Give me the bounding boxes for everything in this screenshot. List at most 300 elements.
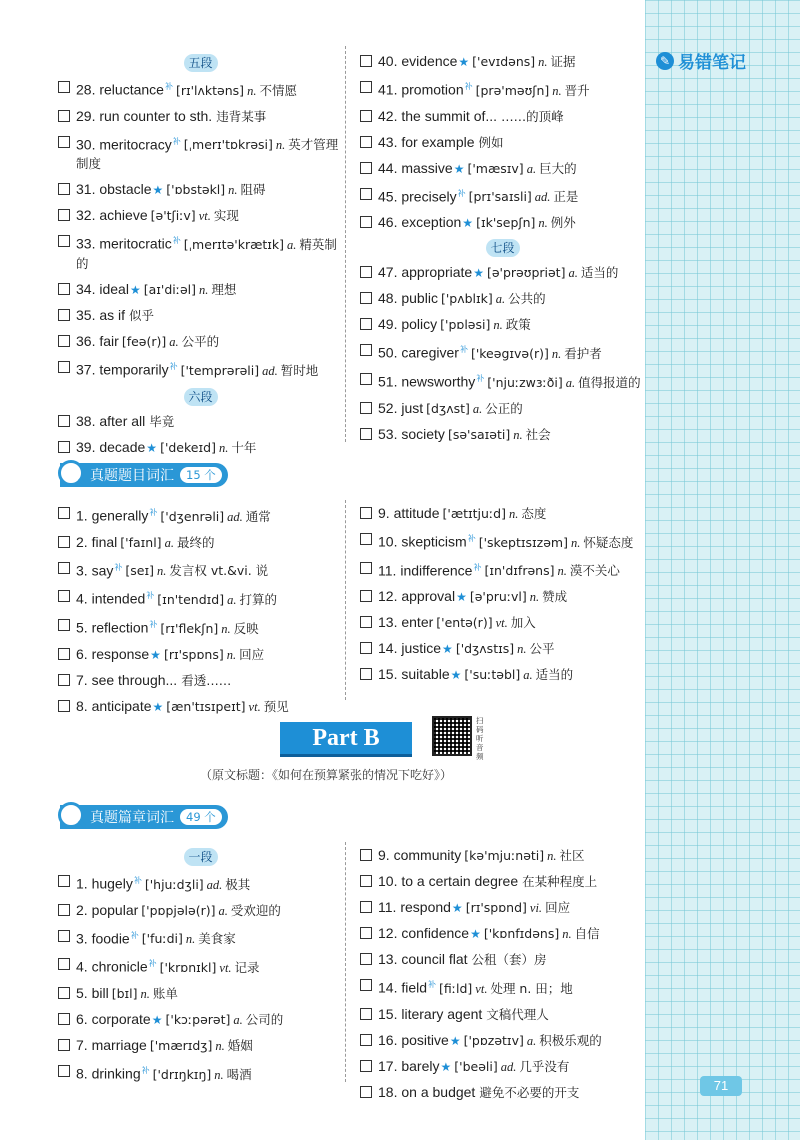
chinese-meaning: 理想 [211, 281, 237, 297]
brand-name: 易错笔记 [678, 53, 746, 73]
headword: promotion [401, 81, 464, 98]
item-number: 4. [76, 958, 88, 975]
top-left-column [58, 52, 343, 464]
vocab-item [58, 332, 343, 351]
vocab-item [58, 645, 343, 664]
checkbox-icon[interactable] [58, 136, 70, 148]
vocab-item [58, 1010, 343, 1029]
vocab-item [360, 665, 645, 684]
vocab-item [58, 697, 343, 716]
item-number: 52. [378, 399, 398, 416]
item-number: 5. [76, 984, 88, 1001]
checkbox-icon[interactable] [360, 875, 372, 887]
part-of-speech: n. [247, 83, 257, 98]
checkbox-icon[interactable] [360, 1034, 372, 1046]
checkbox-icon[interactable] [58, 415, 70, 427]
part-of-speech: ad. [534, 190, 551, 205]
item-number: 28. [76, 81, 96, 98]
part-b-banner: Part B [280, 722, 412, 754]
phonetic: ['kɔːpərət] [165, 1011, 231, 1027]
item-number: 3. [76, 562, 88, 579]
key-word-star-icon: ★ [129, 282, 141, 297]
vocab-item [360, 263, 645, 282]
headword: confidence [401, 925, 470, 941]
vocab-item [58, 984, 343, 1003]
checkbox-icon[interactable] [360, 266, 372, 278]
key-word-star-icon: ★ [450, 668, 462, 683]
checkbox-icon[interactable] [360, 533, 372, 545]
chinese-meaning: 在某种程度上 [522, 874, 598, 889]
item-number: 7. [76, 671, 88, 688]
vocab-entry [378, 78, 590, 100]
vocab-item [360, 1057, 645, 1076]
chinese-meaning: 晋升 [564, 82, 590, 98]
vocab-item [58, 280, 343, 299]
part-of-speech: n. [185, 932, 196, 947]
vocab-entry [76, 984, 178, 1003]
item-number: 11. [378, 562, 397, 579]
item-number: 11. [378, 899, 397, 915]
vocab-item [360, 370, 645, 392]
headword: response [91, 645, 150, 662]
part-of-speech: n. [156, 564, 167, 579]
checkbox-icon[interactable] [360, 188, 372, 200]
vocab-entry [378, 613, 536, 632]
phonetic: [sə'saɪəti] [447, 426, 511, 442]
chinese-meaning: 自信 [574, 926, 600, 941]
item-number: 33. [76, 235, 96, 252]
chinese-meaning: 态度 [521, 506, 547, 521]
headword: enter [401, 614, 434, 631]
item-number: 42. [378, 107, 398, 124]
chinese-meaning: 公正的 [485, 400, 523, 416]
checkbox-icon[interactable] [58, 309, 70, 321]
word-count-badge: 49 个 [180, 809, 222, 825]
headword: policy [401, 316, 438, 333]
phonetic: ['mærɪdʒ] [149, 1037, 213, 1053]
vocab-entry [378, 898, 570, 917]
checkbox-icon[interactable] [58, 987, 70, 999]
vocab-entry [378, 1031, 602, 1050]
item-number: 10. [378, 533, 398, 550]
checkbox-icon[interactable] [360, 136, 372, 148]
vocab-item [58, 78, 343, 100]
checkbox-icon[interactable] [58, 507, 70, 519]
vocab-entry [76, 645, 264, 664]
key-word-star-icon: ★ [451, 901, 463, 915]
checkbox-icon[interactable] [360, 953, 372, 965]
part-of-speech: n. [508, 507, 519, 521]
headword: hugely [91, 875, 133, 892]
phonetic: [rɪ'spɒnd] [465, 900, 527, 915]
checkbox-icon[interactable] [58, 700, 70, 712]
checkbox-icon[interactable] [360, 55, 372, 67]
vocab-item [58, 107, 343, 126]
phonetic: [prə'məʊʃn] [475, 82, 550, 98]
supplement-mark: 补 [133, 876, 142, 885]
item-number: 49. [378, 316, 398, 333]
chinese-meaning: 社会 [525, 426, 551, 442]
chinese-meaning: 几乎没有 [519, 1058, 570, 1074]
part-of-speech: n. [538, 55, 548, 69]
vocab-entry [378, 846, 585, 865]
chinese-meaning: 英才管理制度 [76, 137, 339, 172]
supplement-mark: 补 [464, 82, 473, 91]
part-of-speech: n. [551, 346, 562, 361]
checkbox-icon[interactable] [360, 373, 372, 385]
chinese-meaning: 婚姻 [227, 1037, 253, 1053]
part-of-speech: vi. [529, 901, 543, 915]
headword: community [393, 847, 462, 863]
vocab-item [58, 1036, 343, 1055]
phonetic: [ə'pruːvl] [469, 589, 527, 605]
phonetic: ['dekeɪd] [160, 439, 216, 455]
phonetic: ['dʒʌstɪs] [455, 641, 515, 657]
vocab-entry [378, 924, 600, 943]
key-word-star-icon: ★ [151, 1012, 163, 1027]
part-of-speech: vt. [475, 981, 488, 996]
chinese-meaning: 看透…… [181, 672, 232, 688]
part-of-speech: a. [227, 592, 237, 607]
checkbox-icon[interactable] [58, 81, 70, 93]
checkbox-icon[interactable] [58, 619, 70, 631]
vocab-item [360, 78, 645, 100]
checkbox-icon[interactable] [360, 1008, 372, 1020]
checkbox-icon[interactable] [58, 904, 70, 916]
checkbox-icon[interactable] [360, 849, 372, 861]
phonetic: ['njuːzwɜːði] [487, 374, 563, 390]
checkbox-icon[interactable] [360, 927, 372, 939]
checkbox-icon[interactable] [58, 648, 70, 660]
vocab-item [360, 425, 645, 444]
checkbox-icon[interactable] [58, 235, 70, 247]
vocab-entry [76, 332, 219, 351]
phonetic: ['suːtəbl] [464, 667, 521, 683]
vocab-item [360, 504, 645, 523]
checkbox-icon[interactable] [58, 1013, 70, 1025]
key-word-star-icon: ★ [462, 216, 474, 231]
grid-margin [645, 0, 800, 1140]
phonetic: ['entə(r)] [436, 615, 493, 631]
vocab-entry [378, 341, 602, 363]
checkbox-icon[interactable] [58, 361, 70, 373]
item-number: 37. [76, 361, 96, 378]
phonetic: ['fuːdi] [141, 931, 183, 947]
word-count-badge: 15 个 [180, 467, 222, 483]
part-of-speech: n. [226, 647, 237, 662]
item-number: 47. [378, 264, 398, 281]
headword: as if [99, 306, 126, 323]
column-divider [345, 46, 346, 442]
phonetic: [aɪ'diːəl] [143, 281, 196, 297]
checkbox-icon[interactable] [360, 216, 372, 228]
part-of-speech: n. [275, 138, 286, 153]
phonetic: ['pɒləsi] [440, 317, 491, 333]
phonetic: ['pɒpjələ(r)] [141, 902, 216, 918]
part-of-speech: a. [287, 237, 297, 252]
qr-code[interactable] [432, 716, 472, 756]
headword: corporate [91, 1010, 151, 1027]
item-number: 12. [378, 925, 398, 941]
item-number: 14. [378, 640, 398, 657]
chinese-meaning: 预见 [263, 698, 289, 714]
qr-label: 扫码听音频 [476, 716, 484, 761]
checkbox-icon[interactable] [58, 1039, 70, 1051]
brand-logo [656, 48, 746, 73]
checkbox-icon[interactable] [58, 1065, 70, 1077]
chinese-meaning: 看护者 [564, 345, 602, 361]
checkbox-icon[interactable] [58, 183, 70, 195]
phonetic: ['kɒnfɪdəns] [483, 926, 560, 941]
vocab-entry [76, 616, 259, 638]
part-of-speech: n. [562, 927, 572, 941]
checkbox-icon[interactable] [58, 590, 70, 602]
supplement-mark: 补 [172, 136, 181, 146]
vocab-entry [378, 872, 597, 891]
item-number: 1. [76, 507, 88, 524]
checkbox-icon[interactable] [360, 616, 372, 628]
checkbox-icon[interactable] [360, 507, 372, 519]
headword: reluctance [99, 81, 164, 98]
key-word-star-icon: ★ [449, 1033, 461, 1048]
phonetic: ['skeptɪsɪzəm] [478, 534, 568, 550]
headword: attitude [393, 505, 440, 521]
headword: massive [401, 159, 453, 176]
checkbox-icon[interactable] [58, 441, 70, 453]
chinese-meaning: 政策 [505, 317, 531, 333]
vocab-item [360, 159, 645, 178]
phonetic: ['keəgɪvə(r)] [470, 345, 549, 361]
part-of-speech: a. [526, 161, 537, 176]
part-of-speech: n. [538, 216, 548, 231]
vocab-item [58, 504, 343, 526]
vocab-entry [378, 587, 567, 606]
mid-right-column [360, 504, 645, 691]
supplement-mark: 补 [149, 508, 158, 517]
headword: public [401, 290, 438, 307]
vocab-item [360, 52, 645, 71]
vocab-entry [378, 263, 618, 282]
key-word-star-icon: ★ [470, 927, 481, 941]
chinese-meaning: 违背某事 [216, 108, 267, 124]
headword: appropriate [401, 264, 473, 281]
vocab-entry [76, 955, 260, 977]
chinese-meaning: 公共的 [508, 291, 546, 307]
item-number: 8. [76, 1065, 88, 1082]
headword: reflection [91, 619, 149, 636]
item-number: 29. [76, 107, 96, 124]
checkbox-icon[interactable] [360, 402, 372, 414]
key-word-star-icon: ★ [473, 266, 484, 281]
vocab-item [360, 898, 645, 917]
phonetic: [rɪ'lʌktəns] [175, 82, 245, 98]
vocab-item [360, 530, 645, 552]
part-of-speech: a. [164, 535, 174, 550]
headword: final [91, 533, 118, 550]
vocab-item [360, 639, 645, 658]
item-number: 3. [76, 930, 88, 947]
vocab-item [58, 616, 343, 638]
checkbox-icon[interactable] [58, 110, 70, 122]
checkbox-icon[interactable] [360, 1060, 372, 1072]
item-number: 34. [76, 280, 96, 297]
checkbox-icon[interactable] [58, 958, 70, 970]
vocab-entry [76, 180, 266, 199]
headword: after all [99, 412, 146, 429]
checkbox-icon[interactable] [360, 979, 372, 991]
part-of-speech: ad. [500, 1059, 517, 1074]
item-number: 16. [378, 1031, 398, 1048]
checkbox-icon[interactable] [360, 344, 372, 356]
checkbox-icon[interactable] [58, 283, 70, 295]
checkbox-icon[interactable] [360, 428, 372, 440]
checkbox-icon[interactable] [360, 668, 372, 680]
vocab-entry [76, 697, 289, 716]
key-word-star-icon: ★ [453, 161, 465, 176]
vocab-entry [76, 927, 236, 949]
vocab-item [58, 412, 343, 431]
supplement-mark: 补 [169, 361, 178, 371]
part-of-speech: n. [215, 1038, 225, 1053]
key-word-star-icon: ★ [456, 590, 467, 605]
part-of-speech: ad. [227, 509, 243, 524]
checkbox-icon[interactable] [58, 674, 70, 686]
phonetic: ['mæsɪv] [467, 160, 524, 176]
checkbox-icon[interactable] [360, 1086, 372, 1098]
headword: see through... [91, 671, 178, 688]
checkbox-icon[interactable] [360, 901, 372, 913]
checkbox-icon[interactable] [360, 562, 372, 574]
chinese-meaning: 公平的 [181, 333, 220, 349]
key-word-star-icon: ★ [458, 55, 470, 69]
vocab-entry [378, 52, 576, 71]
vocab-item [360, 289, 645, 308]
phonetic: [prɪ'saɪsli] [468, 189, 532, 205]
chinese-meaning: 记录 [234, 959, 260, 975]
checkbox-icon[interactable] [360, 110, 372, 122]
headword: approval [401, 588, 456, 605]
checkbox-icon[interactable] [58, 536, 70, 548]
key-word-star-icon: ★ [146, 440, 158, 455]
checkbox-icon[interactable] [58, 209, 70, 221]
part-of-speech: n. [221, 621, 231, 636]
phonetic: [bɪl] [111, 985, 138, 1001]
checkbox-icon[interactable] [58, 875, 70, 887]
key-word-star-icon: ★ [442, 642, 453, 657]
checkbox-icon[interactable] [58, 335, 70, 347]
vocab-item [58, 901, 343, 920]
vocab-entry [76, 206, 239, 225]
part-of-speech: n. [570, 535, 581, 550]
item-number: 39. [76, 438, 96, 455]
vocab-entry [76, 133, 343, 174]
headword: evidence [401, 53, 458, 69]
headword: ideal [99, 280, 129, 297]
item-number: 35. [76, 306, 96, 323]
vocab-item [360, 846, 645, 865]
vocab-entry [378, 639, 555, 658]
chinese-meaning: 极其 [225, 876, 251, 892]
section-title: 真题篇章词汇 [90, 810, 174, 826]
chinese-meaning: 证据 [550, 54, 576, 69]
chinese-meaning: 美食家 [198, 931, 236, 947]
phonetic: [fiːld] [439, 980, 473, 996]
headword: suitable [401, 666, 450, 683]
vocab-item [360, 950, 645, 969]
phonetic: [rɪ'flekʃn] [160, 620, 219, 636]
vocab-entry [378, 530, 633, 552]
phonetic: [kə'mjuːnəti] [464, 848, 545, 863]
item-number: 9. [378, 847, 390, 863]
phonetic: ['dʒenrəli] [160, 508, 225, 524]
item-number: 6. [76, 645, 88, 662]
headword: indifference [400, 562, 473, 579]
vocab-entry [378, 315, 531, 334]
item-number: 40. [378, 53, 398, 69]
vocab-item [58, 206, 343, 225]
checkbox-icon[interactable] [58, 930, 70, 942]
part-of-speech: n. [218, 440, 229, 455]
supplement-mark: 补 [114, 562, 123, 572]
chinese-meaning: 受欢迎的 [230, 902, 281, 918]
checkbox-icon[interactable] [360, 318, 372, 330]
item-number: 15. [378, 666, 398, 683]
paragraph-7-label: 七段 [486, 239, 520, 257]
supplement-mark: 补 [149, 619, 158, 629]
item-number: 43. [378, 133, 398, 150]
item-number: 38. [76, 412, 96, 429]
item-number: 13. [378, 951, 398, 967]
headword: popular [91, 901, 139, 918]
item-number: 53. [378, 425, 398, 442]
checkbox-icon[interactable] [360, 590, 372, 602]
item-number: 1. [76, 875, 88, 892]
vocab-entry [76, 306, 154, 325]
part-of-speech: n. [557, 564, 567, 579]
headword: newsworthy [401, 373, 476, 390]
checkbox-icon[interactable] [360, 162, 372, 174]
checkbox-icon[interactable] [58, 562, 70, 574]
supplement-mark: 补 [164, 82, 173, 91]
vocab-entry [378, 976, 573, 998]
vocab-entry [378, 425, 551, 444]
part-of-speech: a. [526, 1033, 537, 1048]
top-right-column [360, 52, 645, 451]
chinese-meaning: 似乎 [129, 307, 155, 323]
vocab-entry [378, 289, 546, 308]
supplement-mark: 补 [146, 591, 155, 601]
vocab-item [58, 955, 343, 977]
headword: foodie [91, 930, 130, 947]
chinese-meaning: 公平 [529, 641, 555, 657]
checkbox-icon[interactable] [360, 81, 372, 93]
item-number: 14. [378, 979, 398, 996]
phonetic: ['temprərəli] [180, 362, 260, 378]
headword: skepticism [401, 533, 467, 550]
section-exam-passage-vocab [60, 804, 228, 830]
vocab-entry [76, 280, 236, 299]
checkbox-icon[interactable] [360, 292, 372, 304]
headword: justice [401, 640, 442, 657]
item-number: 45. [378, 188, 398, 205]
section-title: 真题题目词汇 [90, 468, 174, 484]
mid-left-column [58, 504, 343, 723]
item-number: 13. [378, 614, 398, 631]
item-number: 2. [76, 901, 88, 918]
item-number: 46. [378, 214, 398, 231]
checkbox-icon[interactable] [360, 642, 372, 654]
chinese-meaning: 阻碍 [240, 182, 266, 198]
